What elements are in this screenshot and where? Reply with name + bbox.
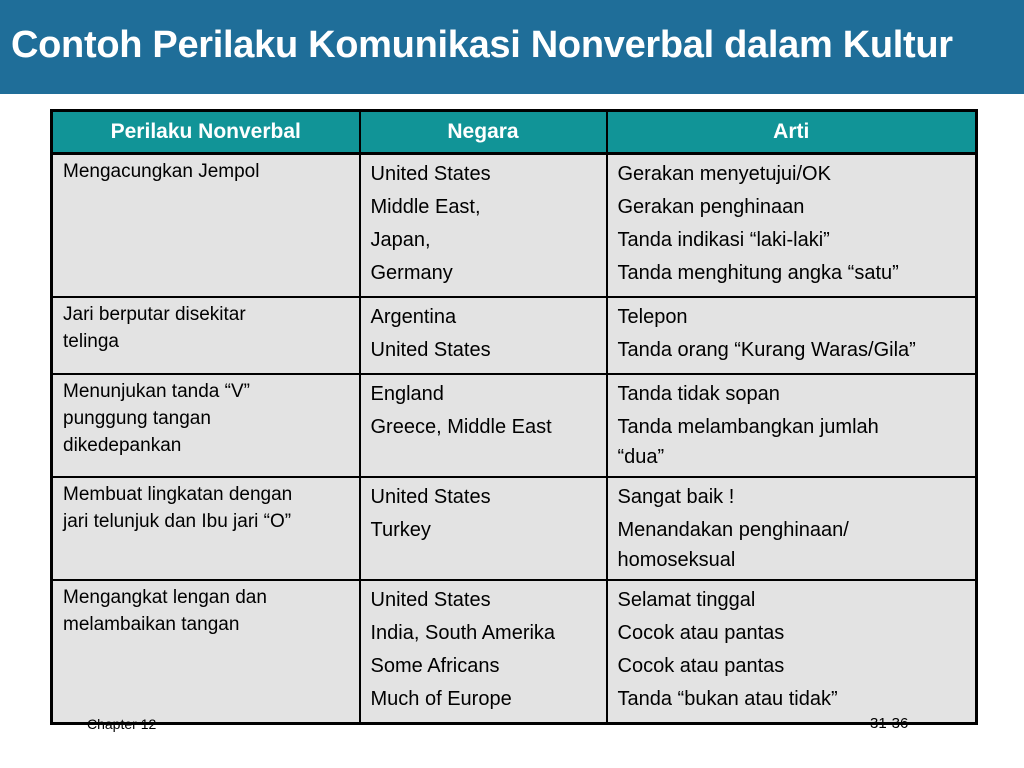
- meaning-text: Tanda indikasi “laki-laki”: [617, 229, 830, 251]
- country-text: Germany: [370, 262, 453, 284]
- behavior-text: dikedepankan: [63, 435, 182, 456]
- country-text: England: [370, 383, 444, 405]
- meaning-text: Tanda tidak sopan: [617, 383, 780, 405]
- behavior-cell: [52, 477, 360, 580]
- behavior-text: melambaikan tangan: [63, 614, 240, 635]
- header-meaning: Arti: [607, 111, 977, 154]
- country-text: Much of Europe: [370, 688, 512, 710]
- meaning-text: Cocok atau pantas: [617, 655, 785, 677]
- meaning-cell: [607, 154, 977, 298]
- country-text: Japan,: [370, 229, 431, 251]
- table-row: [52, 297, 977, 374]
- behavior-text: punggung tangan: [63, 408, 211, 429]
- country-text: United States: [370, 339, 491, 361]
- meaning-cell: [607, 374, 977, 477]
- country-text: Some Africans: [370, 655, 500, 677]
- country-cell: [360, 154, 607, 298]
- behavior-cell: [52, 154, 360, 298]
- country-text: Middle East,: [370, 196, 481, 218]
- meaning-text: Gerakan menyetujui/OK: [617, 163, 831, 185]
- meaning-cell: [607, 580, 977, 724]
- meaning-text: “dua”: [617, 446, 665, 468]
- meaning-text: Tanda orang “Kurang Waras/Gila”: [617, 339, 916, 361]
- meaning-text: Selamat tinggal: [617, 589, 756, 611]
- behavior-table-container: [50, 109, 975, 725]
- table-header-row: [52, 111, 977, 154]
- meaning-text: Telepon: [617, 306, 688, 328]
- meaning-text: Sangat baik !: [617, 486, 735, 508]
- table-row: [52, 580, 977, 724]
- behavior-text: telinga: [63, 331, 119, 352]
- behavior-text: Menunjukan tanda “V”: [63, 381, 250, 402]
- behavior-cell: [52, 374, 360, 477]
- meaning-text: Tanda menghitung angka “satu”: [617, 262, 899, 284]
- country-text: Greece, Middle East: [370, 416, 552, 438]
- country-cell: [360, 477, 607, 580]
- table-row: [52, 154, 977, 298]
- country-cell: [360, 297, 607, 374]
- meaning-cell: [607, 477, 977, 580]
- country-text: United States: [370, 163, 491, 185]
- behavior-text: jari telunjuk dan Ibu jari “O”: [63, 511, 292, 532]
- behavior-cell: [52, 297, 360, 374]
- behavior-text: Mengangkat lengan dan: [63, 587, 267, 608]
- meaning-text: Tanda melambangkan jumlah: [617, 416, 879, 438]
- country-cell: [360, 580, 607, 724]
- title-bar: [0, 0, 1024, 94]
- behavior-text: Jari berputar disekitar: [63, 304, 246, 325]
- behavior-text: Membuat lingkatan dengan: [63, 484, 293, 505]
- meaning-text: Tanda “bukan atau tidak”: [617, 688, 838, 710]
- slide-title: Contoh Perilaku Komunikasi Nonverbal dalam Kultur: [11, 24, 953, 66]
- meaning-cell: [607, 297, 977, 374]
- country-text: United States: [370, 486, 491, 508]
- country-text: Turkey: [370, 519, 431, 541]
- behavior-table: [50, 109, 978, 725]
- country-text: Argentina: [370, 306, 457, 328]
- header-behavior: Perilaku Nonverbal: [52, 111, 360, 154]
- header-country: Negara: [360, 111, 607, 154]
- footer-page-number: 31-36: [870, 715, 909, 732]
- behavior-text: Mengacungkan Jempol: [63, 161, 260, 182]
- meaning-text: Menandakan penghinaan/: [617, 519, 849, 541]
- table-row: [52, 477, 977, 580]
- meaning-text: Gerakan penghinaan: [617, 196, 805, 218]
- country-cell: [360, 374, 607, 477]
- country-text: India, South Amerika: [370, 622, 556, 644]
- meaning-text: Cocok atau pantas: [617, 622, 785, 644]
- country-text: United States: [370, 589, 491, 611]
- meaning-text: homoseksual: [617, 549, 736, 571]
- behavior-cell: [52, 580, 360, 724]
- footer-chapter: Chapter 12: [87, 716, 157, 732]
- table-row: [52, 374, 977, 477]
